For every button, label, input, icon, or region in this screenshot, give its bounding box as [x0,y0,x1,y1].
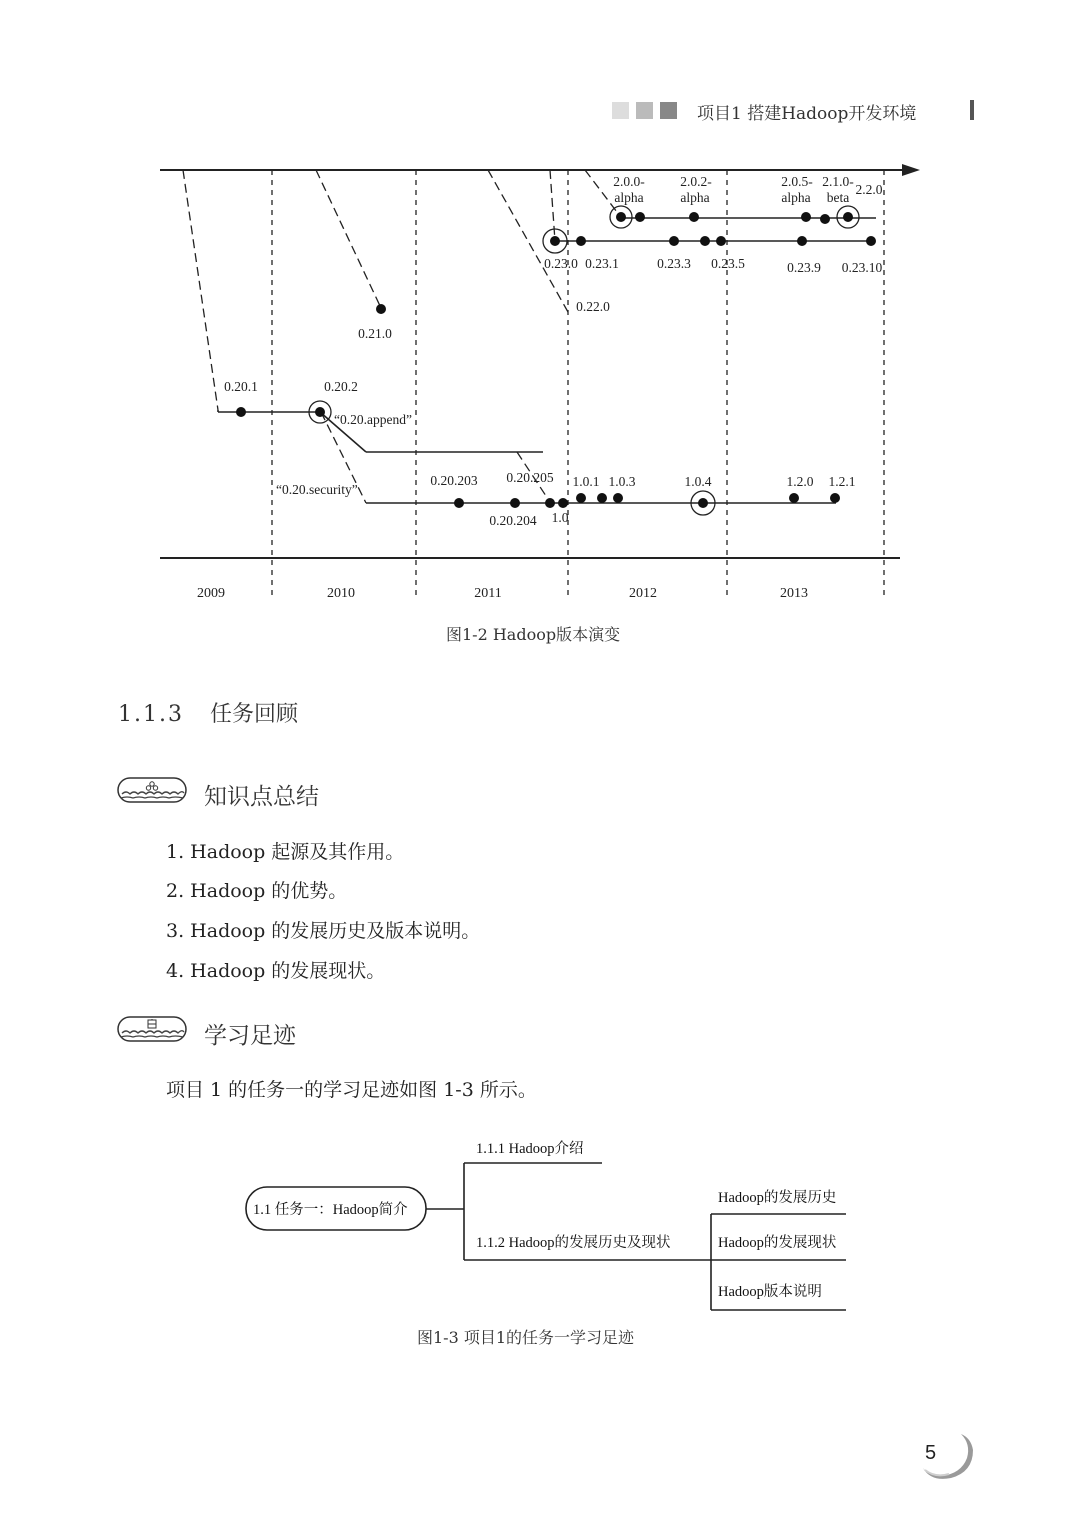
mindmap-root: 1.1 任务一：Hadoop简介 [253,1202,408,1218]
label-1-0-4: 1.0.4 [684,474,712,489]
year-label-2013: 2013 [780,586,808,601]
label-0-23-10: 0.23.10 [841,260,883,275]
study-footprint-label: 学习足迹 [204,1023,296,1049]
label-append: “0.20.append” [334,412,412,427]
mindmap-branch-history: 1.1.2 Hadoop的发展历史及现状 [476,1235,671,1251]
figure-1-3-caption: 图1-3 项目1的任务一学习足迹 [417,1328,635,1347]
header-title: 项目1 搭建Hadoop开发环境 [697,104,917,124]
label-1-2-1: 1.2.1 [828,474,856,489]
footprint-paragraph: 项目 1 的任务一的学习足迹如图 1-3 所示。 [166,1079,537,1101]
label-security: “0.20.security” [276,482,358,497]
label-1-2-0: 1.2.0 [786,474,814,489]
label-0-23-9: 0.23.9 [787,260,821,275]
hadoop-version-diagram [150,150,930,610]
header-square-2 [636,102,653,119]
knowledge-summary-label: 知识点总结 [204,784,319,810]
label-1-0-3: 1.0.3 [608,474,636,489]
page-number: 5 [925,1442,937,1464]
year-label-2010: 2010 [327,586,355,601]
mindmap-branch-intro: 1.1.1 Hadoop介绍 [476,1141,584,1157]
section-title: 任务回顾 [209,702,298,727]
knowledge-item-1: 1. Hadoop 起源及其作用。 [166,841,405,863]
label-2-0-0-line1: 2.0.0- [613,174,645,189]
label-2-0-5-line1: 2.0.5- [781,174,813,189]
label-2-1-0-line1: 2.1.0- [822,174,854,189]
label-0-20-204: 0.20.204 [489,513,537,528]
knowledge-item-4: 4. Hadoop 的发展现状。 [166,960,386,982]
label-0-20-205: 0.20.205 [506,470,554,485]
mindmap-leaf-history: Hadoop的发展历史 [718,1190,837,1206]
label-2-0-0-line2: alpha [614,190,644,205]
label-2-0-5-line2: alpha [781,190,811,205]
label-0-23-1: 0.23.1 [585,256,619,271]
label-0-23-0: 0.23.0 [544,256,578,271]
year-label-2011: 2011 [474,586,502,601]
label-2-1-0-line2: beta [826,190,850,205]
label-0-20-2: 0.20.2 [324,379,358,394]
figure-1-2-caption: 图1-2 Hadoop版本演变 [446,625,621,644]
knowledge-item-2: 2. Hadoop 的优势。 [166,880,348,902]
year-label-2009: 2009 [197,586,225,601]
year-label-2012: 2012 [629,586,657,601]
learning-footprint-mindmap [240,1130,860,1320]
label-1-0-1: 1.0.1 [572,474,600,489]
label-0-23-5: 0.23.5 [711,256,745,271]
section-number: 1.1.3 [118,702,184,727]
header-bar [970,100,974,120]
label-2-0-2-line2: alpha [680,190,710,205]
header-square-3 [660,102,677,119]
label-0-23-3: 0.23.3 [657,256,691,271]
mindmap-leaf-status: Hadoop的发展现状 [718,1235,837,1251]
label-2-2-0: 2.2.0 [855,182,883,197]
page-number-badge [915,1428,979,1488]
section-heading [118,697,298,728]
label-0-22-0: 0.22.0 [576,299,610,314]
label-0-20-1: 0.20.1 [224,379,258,394]
knowledge-item-3: 3. Hadoop 的发展历史及版本说明。 [166,920,481,942]
label-0-21-0: 0.21.0 [358,326,392,341]
label-1-0: 1.0 [551,510,569,525]
label-2-0-2-line1: 2.0.2- [680,174,712,189]
header-square-1 [612,102,629,119]
mindmap-leaf-versions: Hadoop版本说明 [718,1284,822,1300]
knowledge-summary-icon [117,777,187,803]
label-0-20-203: 0.20.203 [430,473,478,488]
study-footprint-icon [117,1016,187,1042]
